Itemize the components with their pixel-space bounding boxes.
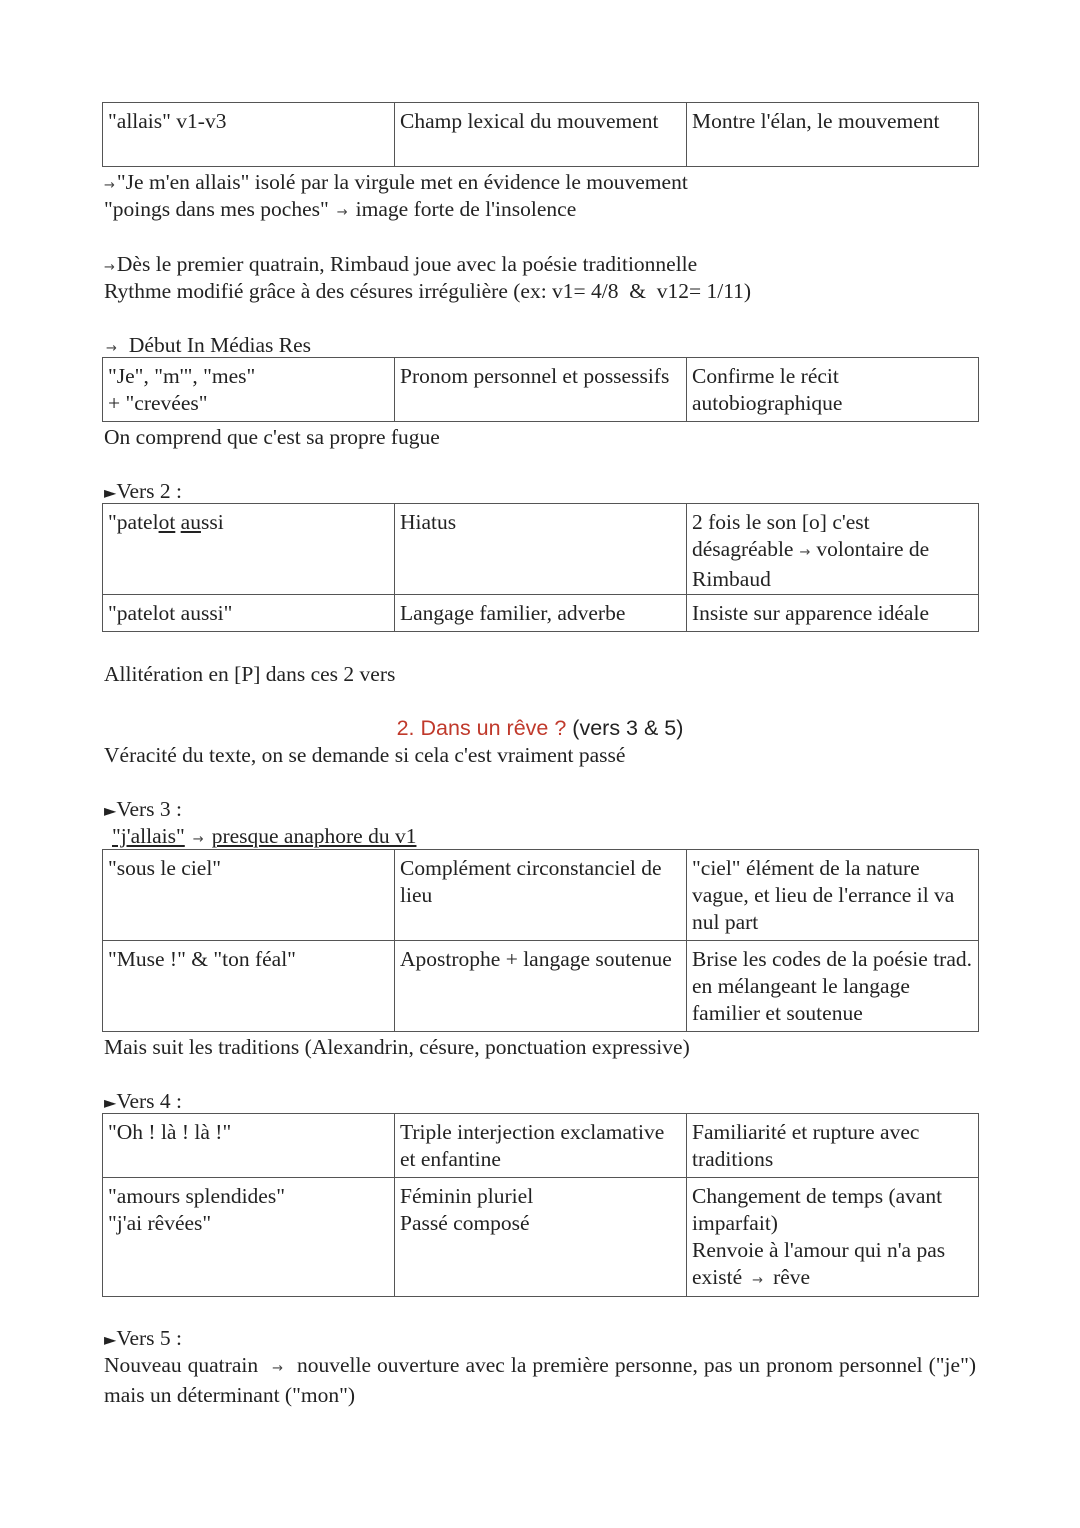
arrow-icon: → — [192, 832, 204, 847]
table-allais — [102, 102, 979, 167]
table-cell: Hiatus — [395, 504, 687, 595]
table-pronoms — [102, 357, 979, 422]
note-line: "poings dans mes poches" → image forte de l'insolence — [104, 197, 577, 221]
table-vers4 — [102, 1113, 979, 1297]
table-cell: Complément circonstanciel de lieu — [395, 850, 687, 941]
table-row — [103, 103, 979, 167]
table-cell: Confirme le récit autobiographique — [687, 358, 979, 422]
section-heading: 2. Dans un rêve ? (vers 3 & 5) — [396, 716, 684, 740]
table-row — [103, 358, 979, 422]
table-cell: Apostrophe + langage soutenue — [395, 941, 687, 1032]
arrow-icon: → — [336, 205, 348, 220]
arrow-icon: → — [104, 178, 115, 193]
note-line: Rythme modifié grâce à des césures irrégulière (ex: v1= 4/8 & v12= 1/11) — [104, 279, 752, 303]
table-cell: Langage familier, adverbe — [395, 595, 687, 632]
table-cell: 2 fois le son [o] c'est désagréable → volontaire de Rimbaud — [687, 504, 979, 595]
note-line: →"Je m'en allais" isolé par la virgule met en évidence le mouvement — [104, 170, 688, 194]
note-line: On comprend que c'est sa propre fugue — [104, 425, 440, 449]
table-cell: "Muse !" & "ton féal" — [103, 941, 395, 1032]
triangle-icon: ► — [104, 1330, 117, 1349]
table-vers2 — [102, 503, 979, 632]
section-label-vers2: ►Vers 2 : — [104, 479, 182, 503]
note-line: Mais suit les traditions (Alexandrin, césure, ponctuation expressive) — [104, 1035, 690, 1059]
table-cell: "patelot aussi — [103, 504, 395, 595]
note-line: Allitération en [P] dans ces 2 vers — [104, 662, 396, 686]
triangle-icon: ► — [104, 483, 117, 502]
table-row — [103, 595, 979, 632]
table-cell: "amours splendides" "j'ai rêvées" — [103, 1178, 395, 1297]
arrow-icon: → — [799, 545, 811, 560]
note-line: →Dès le premier quatrain, Rimbaud joue avec la poésie traditionnelle — [104, 252, 698, 276]
table-cell: Brise les codes de la poésie trad. en mélangeant le langage familier et soutenue — [687, 941, 979, 1032]
arrow-icon: → — [752, 1273, 764, 1288]
table-cell: Triple interjection exclamative et enfantine — [395, 1114, 687, 1178]
table-row — [103, 1114, 979, 1178]
table-cell: Insiste sur apparence idéale — [687, 595, 979, 632]
note-line: Véracité du texte, on se demande si cela c'est vraiment passé — [104, 743, 626, 767]
table-cell: Pronom personnel et possessifs — [395, 358, 687, 422]
section-label-vers5: ►Vers 5 : — [104, 1326, 182, 1350]
table-cell: Changement de temps (avant imparfait) Renvoie à l'amour qui n'a pas existé → rêve — [687, 1178, 979, 1297]
note-line: "j'allais" → presque anaphore du v1 — [112, 824, 417, 848]
note-paragraph: Nouveau quatrain → nouvelle ouverture avec la première personne, pas un pronom personnel ("je") mais un déterminant ("mon") — [104, 1353, 977, 1407]
section-label-vers3: ►Vers 3 : — [104, 797, 182, 821]
table-cell: Champ lexical du mouvement — [395, 103, 687, 167]
table-vers3 — [102, 849, 979, 1032]
triangle-icon: ► — [104, 1093, 117, 1112]
section-label-vers4: ►Vers 4 : — [104, 1089, 182, 1113]
note-line: → Début In Médias Res — [106, 333, 312, 357]
arrow-icon: → — [106, 341, 117, 356]
table-cell: Féminin pluriel Passé composé — [395, 1178, 687, 1297]
table-row — [103, 1178, 979, 1297]
arrow-icon: → — [272, 1361, 283, 1376]
table-cell: Familiarité et rupture avec traditions — [687, 1114, 979, 1178]
triangle-icon: ► — [104, 801, 117, 820]
table-cell: "Je", "m'", "mes" + "crevées" — [103, 358, 395, 422]
table-cell: "allais" v1-v3 — [103, 103, 395, 167]
arrow-icon: → — [104, 260, 115, 275]
table-cell: "ciel" élément de la nature vague, et lieu de l'errance il va nul part — [687, 850, 979, 941]
table-cell: "patelot aussi" — [103, 595, 395, 632]
table-row — [103, 850, 979, 941]
table-cell: "Oh ! là ! là !" — [103, 1114, 395, 1178]
table-cell: Montre l'élan, le mouvement — [687, 103, 979, 167]
table-cell: "sous le ciel" — [103, 850, 395, 941]
table-row — [103, 941, 979, 1032]
table-row — [103, 504, 979, 595]
